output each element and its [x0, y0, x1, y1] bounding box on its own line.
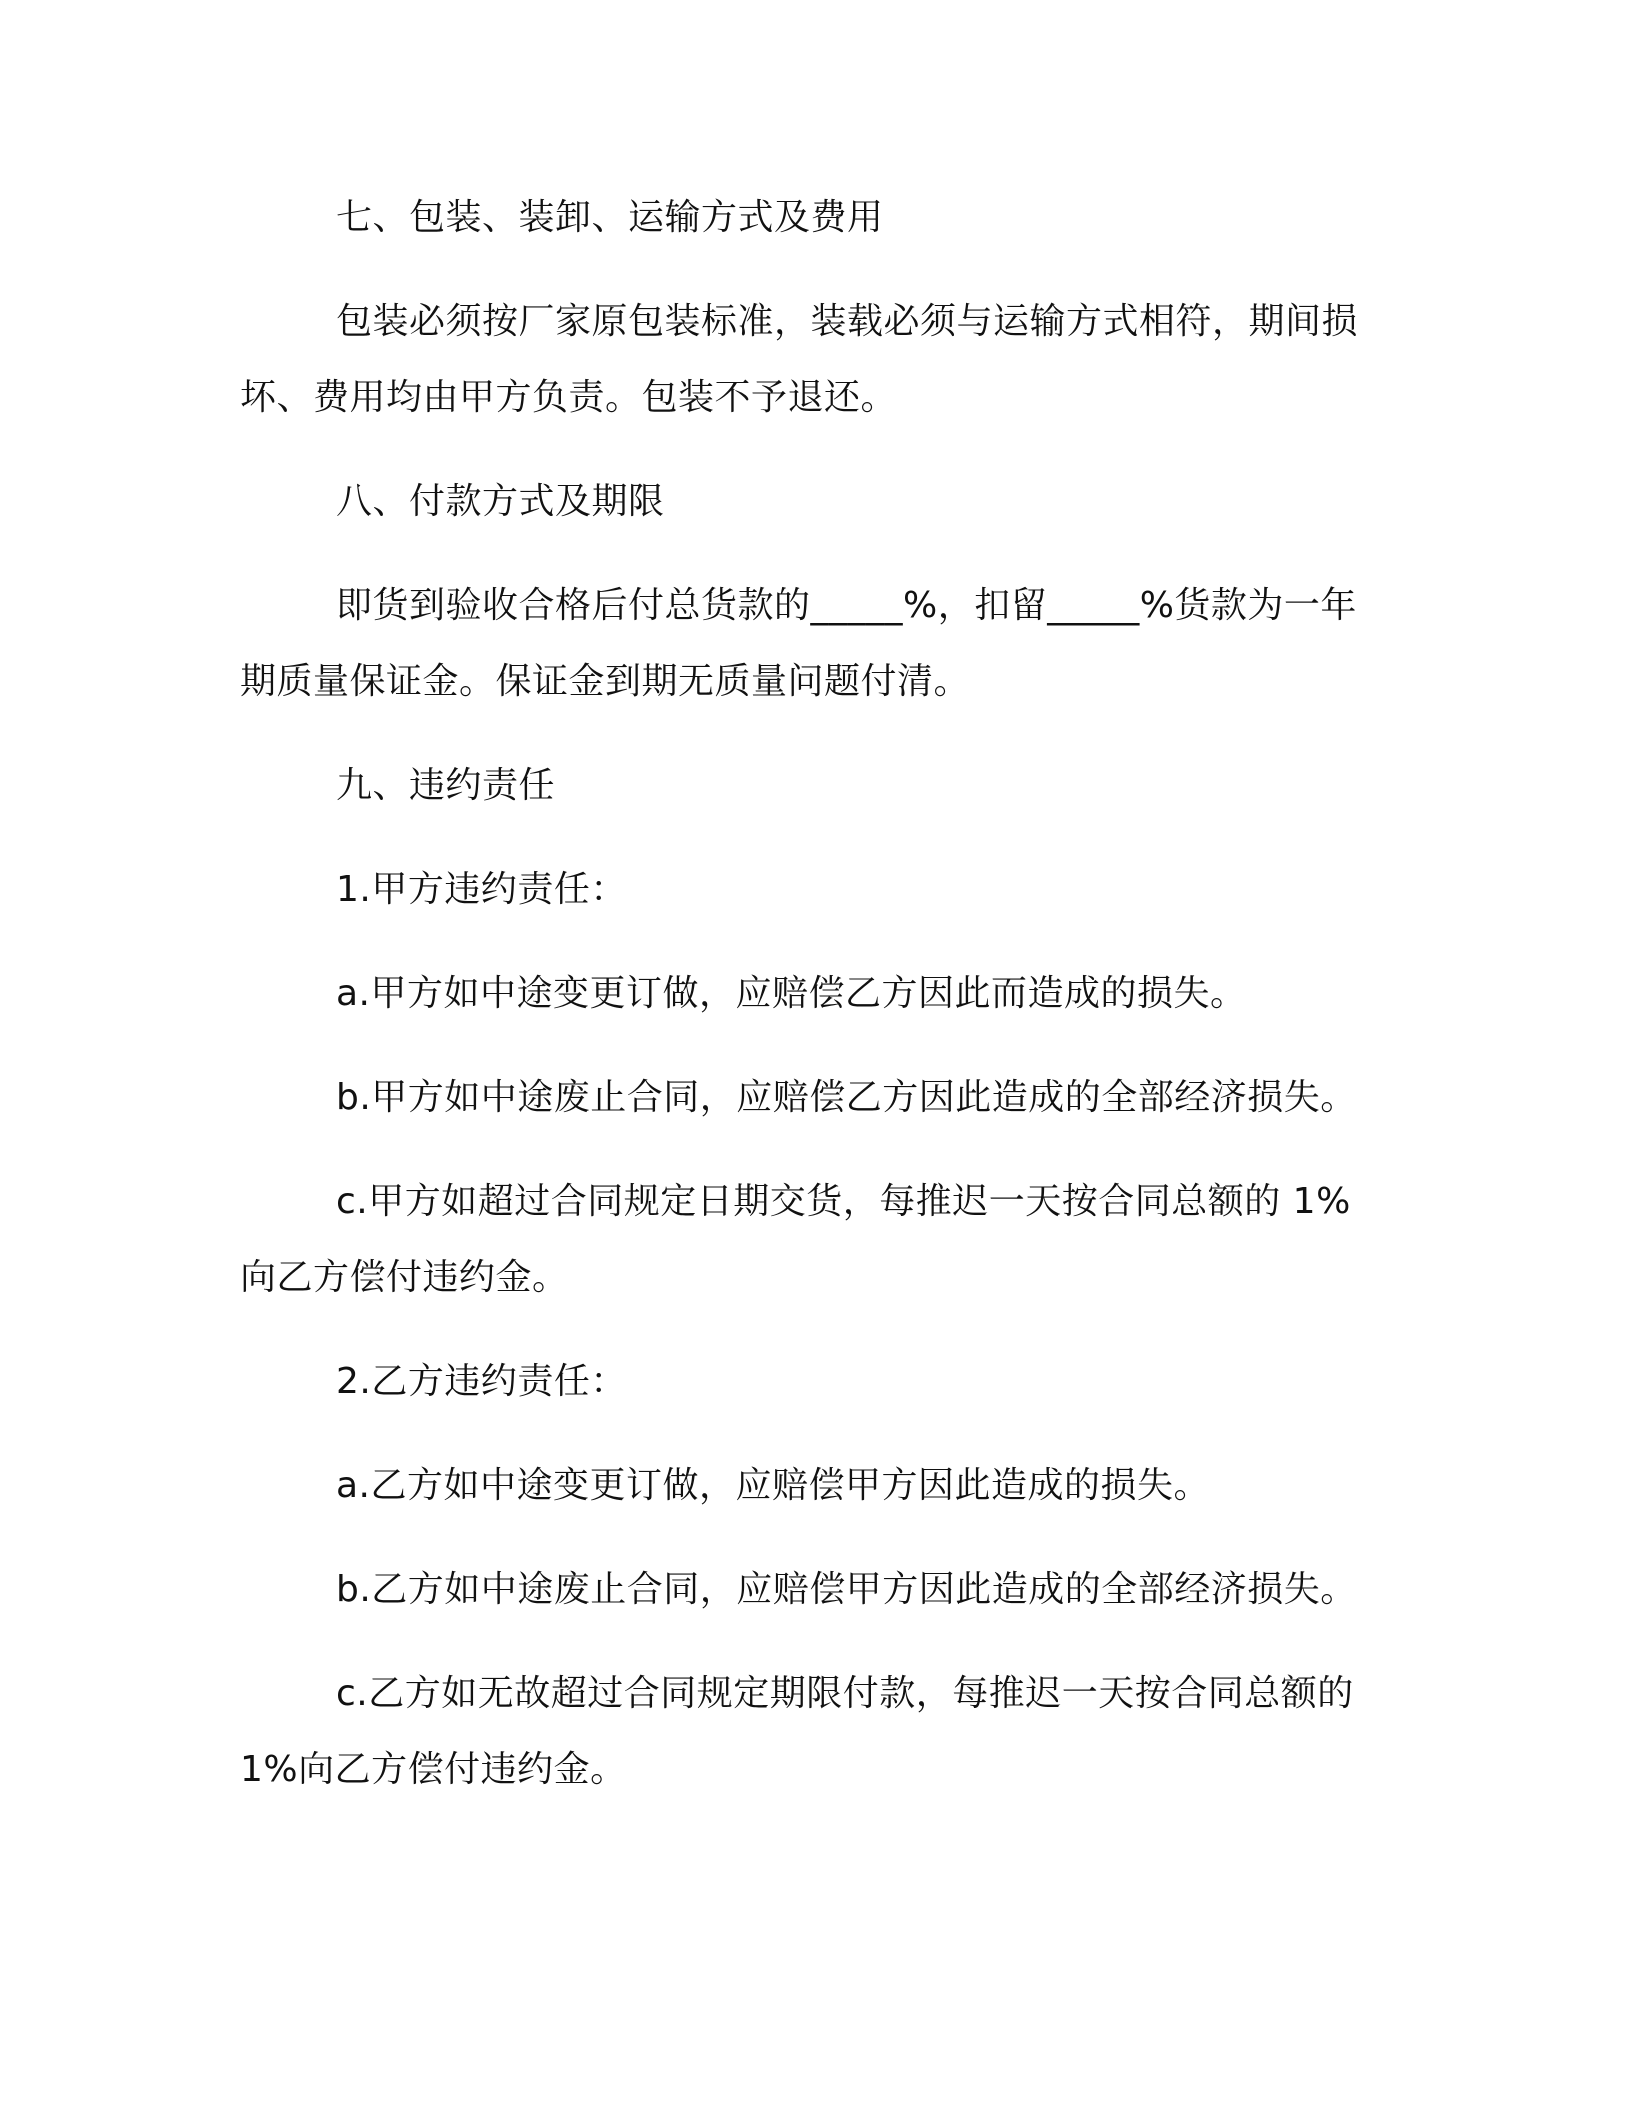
packaging-paragraph: 包装必须按厂家原包装标准，装载必须与运输方式相符，期间损坏、费用均由甲方负责。包装不予退还。	[240, 301, 1359, 418]
party-b-item-b: b.乙方如中途废止合同，应赔偿甲方因此造成的全部经济损失。	[336, 1569, 1357, 1610]
party-b-item-c: c.乙方如无故超过合同规定期限付款，每推迟一天按合同总额的1%向乙方偿付违约金。	[240, 1673, 1354, 1790]
party-a-breach-heading: 1.甲方违约责任：	[336, 869, 627, 910]
section-heading-payment: 八、付款方式及期限	[336, 481, 665, 522]
payment-paragraph: 即货到验收合格后付总货款的_____%，扣留_____%货款为一年期质量保证金。保证金到期无质量问题付清。	[240, 585, 1357, 702]
party-a-item-c: c.甲方如超过合同规定日期交货，每推迟一天按合同总额的 1%向乙方偿付违约金。	[240, 1181, 1351, 1298]
party-a-item-b: b.甲方如中途废止合同，应赔偿乙方因此造成的全部经济损失。	[336, 1077, 1357, 1118]
party-b-breach-heading: 2.乙方违约责任：	[336, 1361, 627, 1402]
document-body	[240, 180, 1375, 1836]
party-a-item-a: a.甲方如中途变更订做，应赔偿乙方因此而造成的损失。	[336, 973, 1247, 1014]
section-heading-breach: 九、违约责任	[336, 765, 556, 806]
section-heading-packaging: 七、包装、装卸、运输方式及费用	[336, 197, 884, 238]
party-b-item-a: a.乙方如中途变更订做，应赔偿甲方因此造成的损失。	[336, 1465, 1211, 1506]
